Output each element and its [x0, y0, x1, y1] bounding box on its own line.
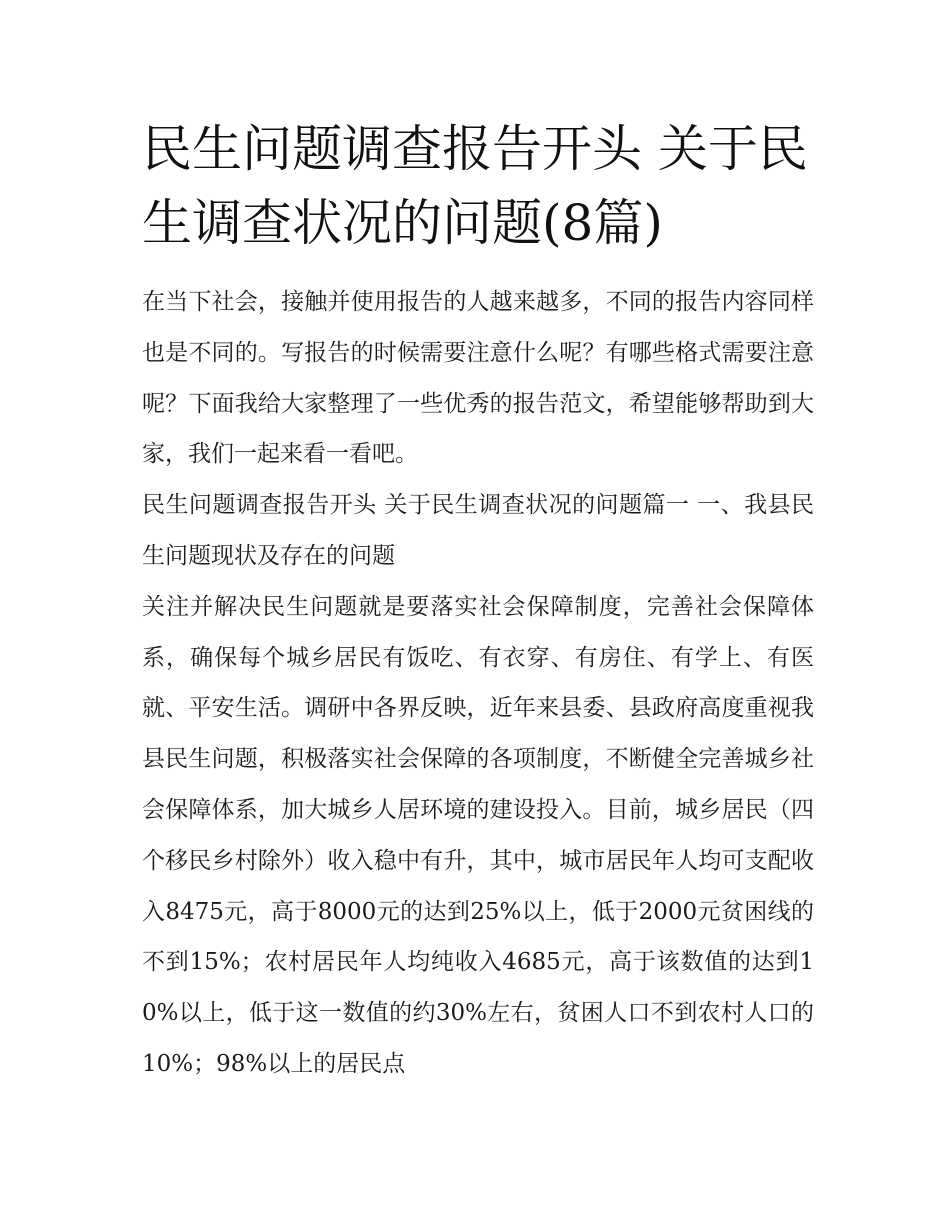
document-body: [142, 277, 814, 1090]
section-heading-paragraph: 民生问题调查报告开头 关于民生调查状况的问题篇一 一、我县民生问题现状及存在的问题: [142, 492, 814, 569]
intro-paragraph: 在当下社会，接触并使用报告的人越来越多，不同的报告内容同样也是不同的。写报告的时候需要注意什么呢？有哪些格式需要注意呢？下面我给大家整理了一些优秀的报告范文，希望能够帮助到大家，我们一起来看一看吧。: [142, 289, 814, 468]
document-title: 民生问题调查报告开头 关于民生调查状况的问题(8篇): [142, 120, 808, 252]
body-paragraph: 关注并解决民生问题就是要落实社会保障制度，完善社会保障体系，确保每个城乡居民有饭吃、有衣穿、有房住、有学上、有医就、平安生活。调研中各界反映，近年来县委、县政府高度重视我县民生问题，积极落实社会保障的各项制度，不断健全完善城乡社会保障体系，加大城乡人居环境的建设投入。目前，城乡居民（四个移民乡村除外）收入稳中有升，其中，城市居民年人均可支配收入8475元，高于8000元的达到25%以上，低于2000元贫困线的不到15%；农村居民年人均纯收入4685元，高于该数值的达到10%以上，低于这一数值的约30%左右，贫困人口不到农村人口的10%；98%以上的居民点: [142, 593, 814, 1077]
